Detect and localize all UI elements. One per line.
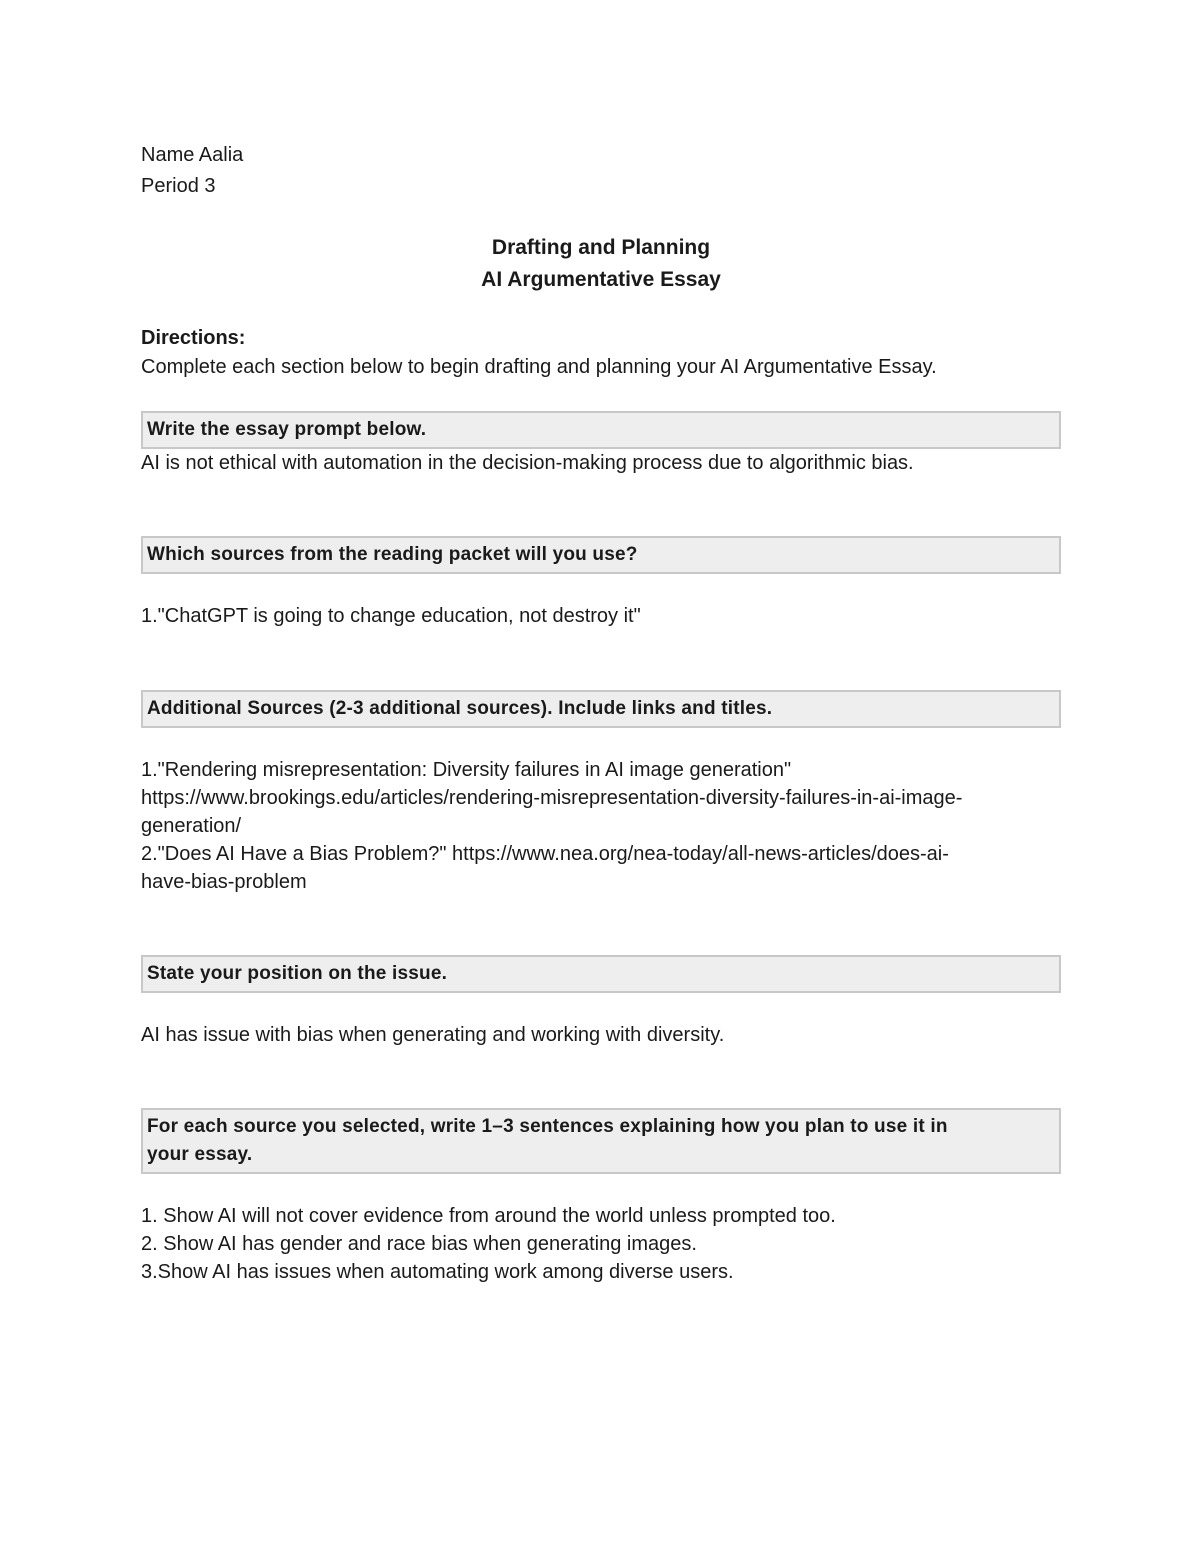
answer-line: 2. Show AI has gender and race bias when generating images. (141, 1233, 697, 1255)
packet-sources-answer[interactable] (141, 602, 1061, 630)
document-title (141, 232, 1061, 296)
answer-line: 3.Show AI has issues when automating work among diverse users. (141, 1261, 734, 1283)
student-name: Name Aalia (141, 144, 244, 166)
document-content (141, 140, 1061, 1286)
source-link[interactable]: have-bias-problem (141, 871, 307, 893)
heading-line: For each source you selected, write 1–3 sentences explaining how you plan to use it in (147, 1116, 948, 1137)
source-plan-answer[interactable] (141, 1202, 1061, 1286)
answer-line: AI has issue with bias when generating and working with diversity. (141, 1024, 725, 1046)
additional-sources-answer[interactable] (141, 756, 1061, 896)
section-heading-packet-sources: Which sources from the reading packet will you use? (141, 536, 1061, 574)
source-link[interactable]: generation/ (141, 815, 242, 837)
section-heading-additional-sources: Additional Sources (2-3 additional sources). Include links and titles. (141, 690, 1061, 728)
essay-prompt-answer[interactable] (141, 449, 1061, 477)
answer-line: 1. Show AI will not cover evidence from around the world unless prompted too. (141, 1205, 836, 1227)
answer-line: 1."Rendering misrepresentation: Diversity failures in AI image generation" (141, 759, 792, 781)
student-header (141, 140, 1061, 202)
section-heading-essay-prompt: Write the essay prompt below. (141, 411, 1061, 449)
directions-label: Directions: (141, 327, 246, 349)
heading-line: your essay. (147, 1144, 253, 1165)
title-line-1: Drafting and Planning (491, 236, 711, 259)
section-heading-position: State your position on the issue. (141, 955, 1061, 993)
section-heading-source-plan (141, 1108, 1061, 1174)
position-answer[interactable] (141, 1021, 1061, 1049)
answer-line: AI is not ethical with automation in the decision-making process due to algorithmic bias. (141, 452, 914, 474)
source-link[interactable]: https://www.brookings.edu/articles/rendering-misrepresentation-diversity-failures-in-ai-image- (141, 787, 963, 809)
answer-line: 2."Does AI Have a Bias Problem?" https://www.nea.org/nea-today/all-news-articles/does-ai- (141, 843, 949, 865)
title-line-2: AI Argumentative Essay (481, 268, 721, 291)
directions-text: Complete each section below to begin drafting and planning your AI Argumentative Essay. (141, 356, 937, 378)
answer-line: 1."ChatGPT is going to change education, not destroy it" (141, 605, 641, 627)
student-period: Period 3 (141, 175, 216, 197)
